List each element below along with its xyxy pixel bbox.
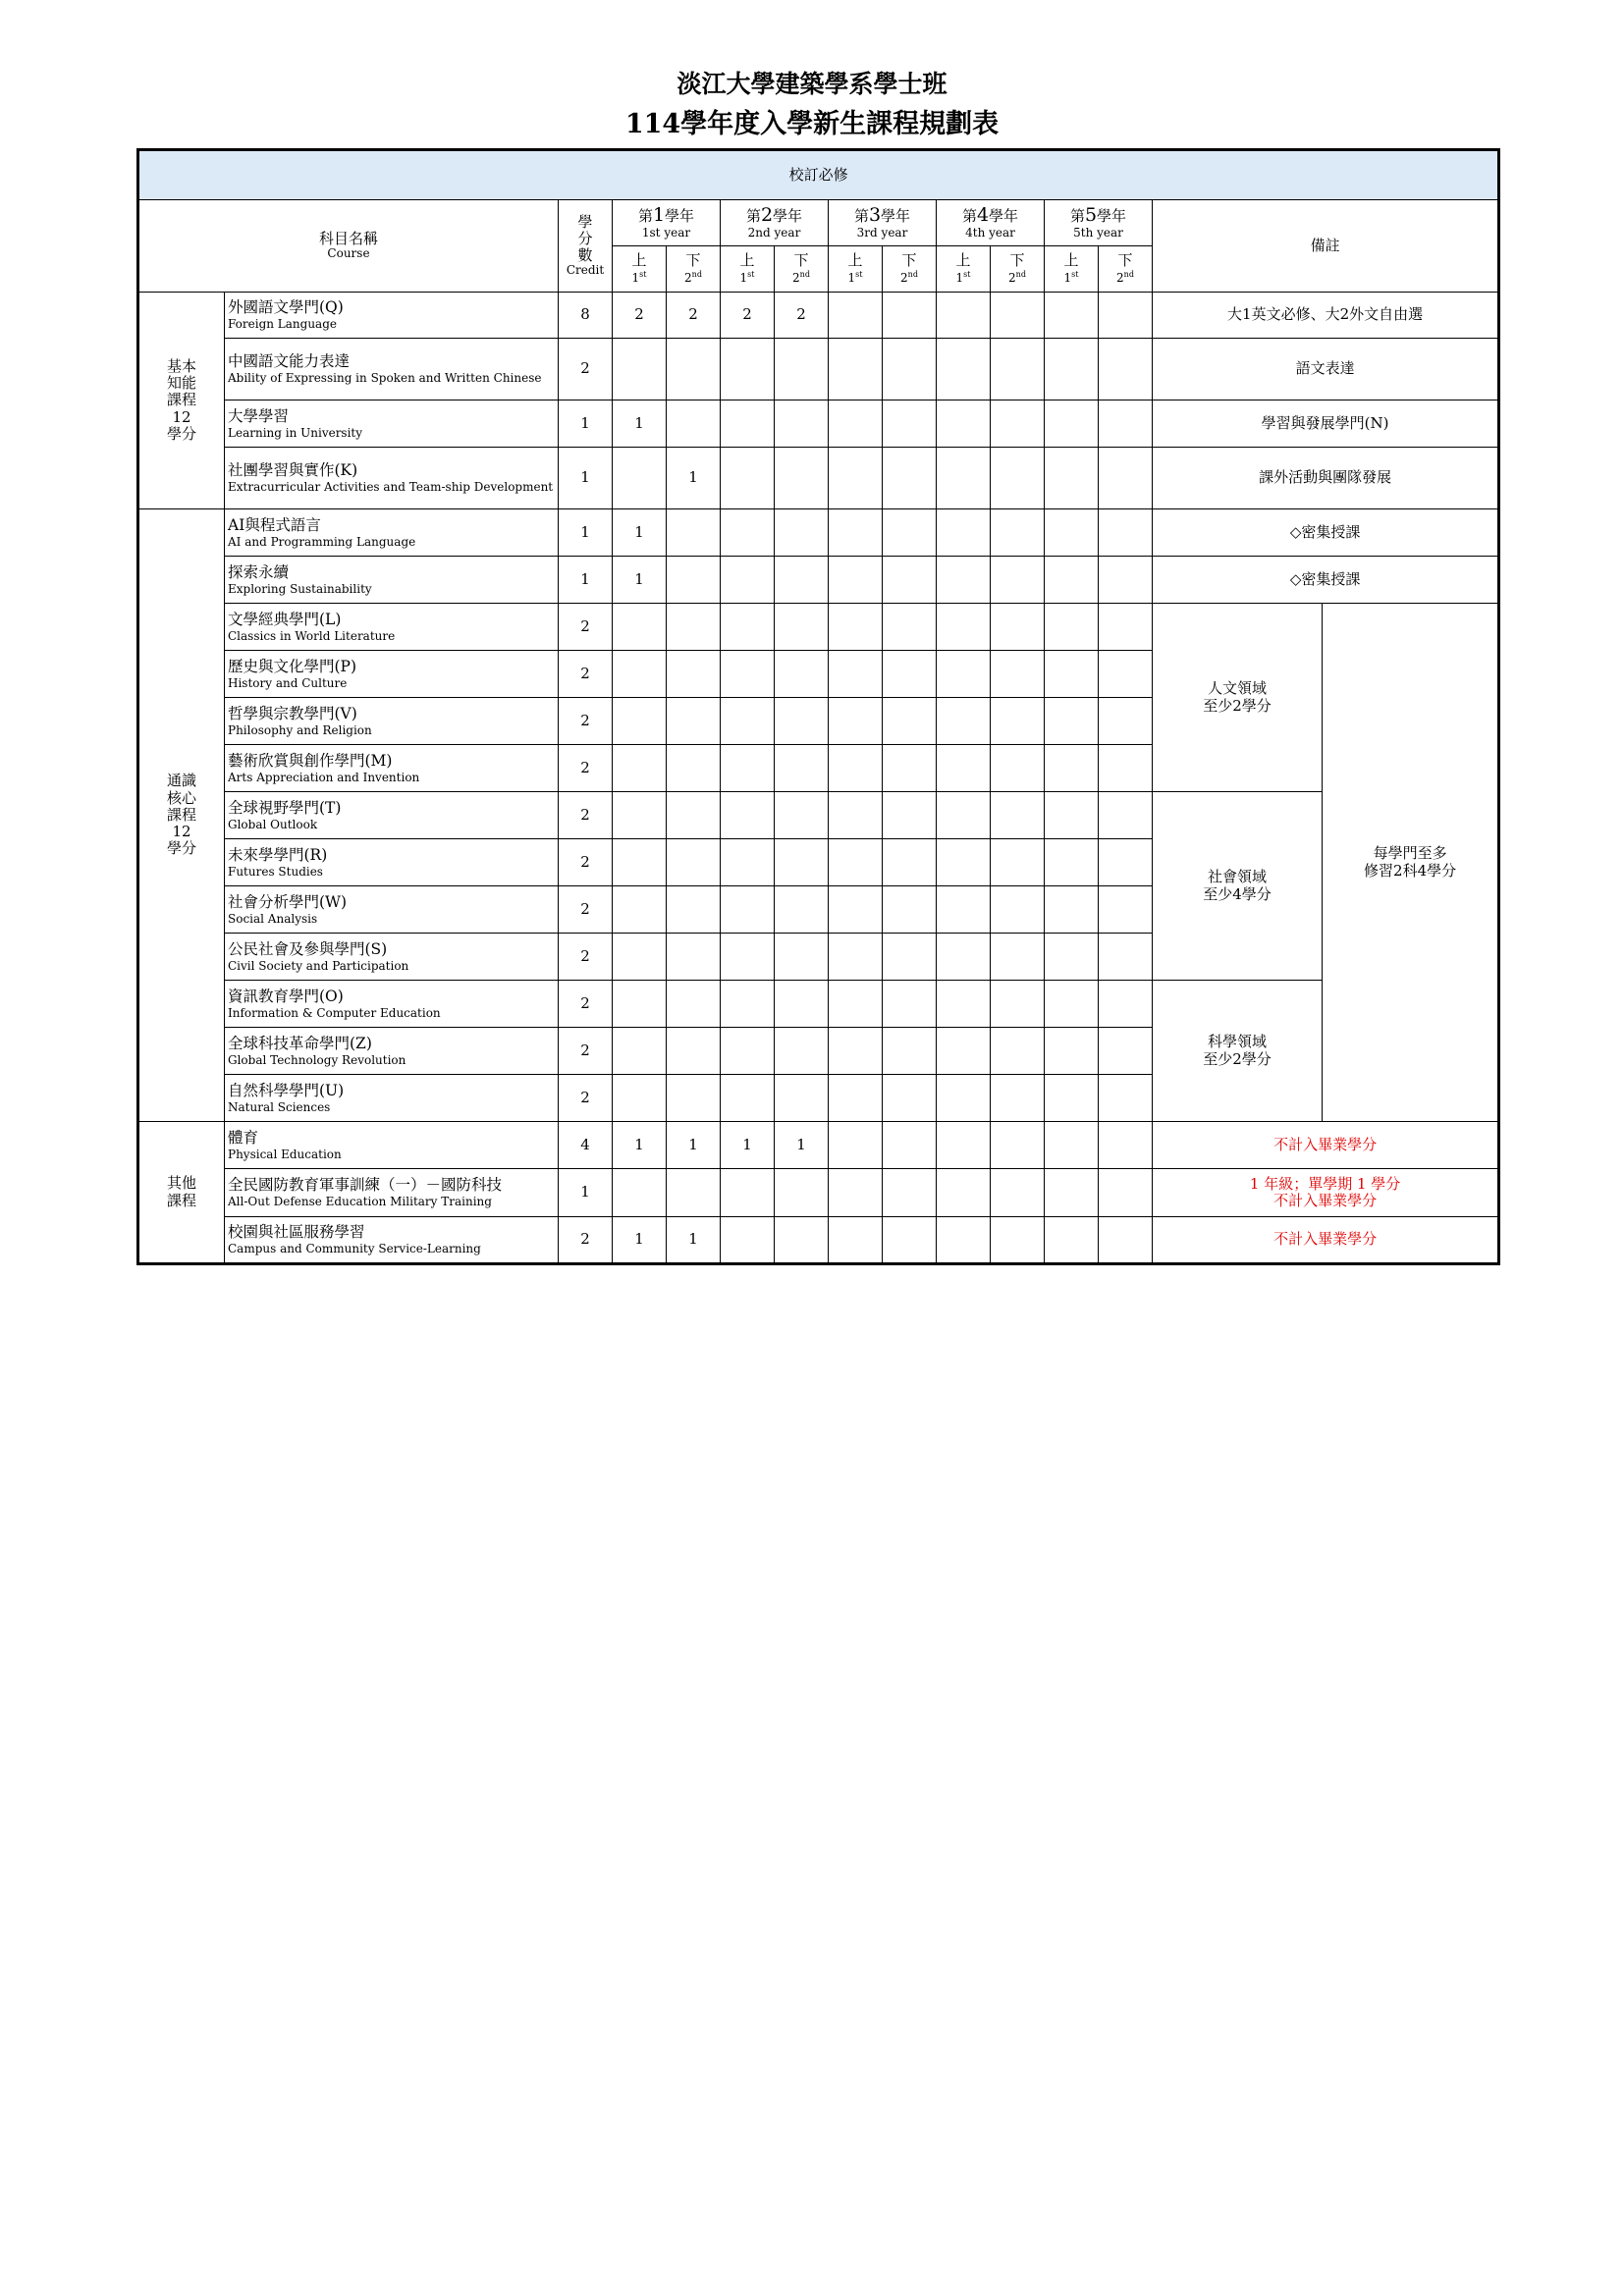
semester-credit — [613, 745, 667, 792]
semester-credit — [937, 1122, 991, 1169]
semester-credit — [667, 651, 721, 698]
table-row — [138, 293, 1499, 339]
semester-credit — [883, 1028, 937, 1075]
course-name: 未來學學門(R) Futures Studies — [225, 839, 559, 886]
semester-credit — [1045, 293, 1099, 339]
semester-credit — [829, 1122, 883, 1169]
semester-credit — [721, 1217, 775, 1264]
semester-credit — [613, 448, 667, 509]
course-name: 大學學習 Learning in University — [225, 400, 559, 448]
semester-credit — [721, 981, 775, 1028]
semester-credit — [883, 745, 937, 792]
course-name: 公民社會及參與學門(S) Civil Society and Participation — [225, 934, 559, 981]
course-credit: 2 — [559, 698, 613, 745]
course-name: 藝術欣賞與創作學門(M) Arts Appreciation and Invention — [225, 745, 559, 792]
semester-credit — [1045, 1217, 1099, 1264]
semester-credit — [667, 792, 721, 839]
table-row — [138, 509, 1499, 557]
semester-credit — [721, 698, 775, 745]
semester-credit — [613, 339, 667, 400]
semester-credit — [883, 339, 937, 400]
semester-credit — [1099, 651, 1153, 698]
semester-credit — [937, 1028, 991, 1075]
semester-credit — [721, 604, 775, 651]
semester-credit — [883, 557, 937, 604]
semester-credit — [1099, 557, 1153, 604]
course-header-zh: 科目名稱 — [318, 229, 378, 247]
semester-credit — [1099, 1169, 1153, 1217]
semester-credit — [1045, 981, 1099, 1028]
semester-credit — [937, 448, 991, 509]
semester-credit — [721, 557, 775, 604]
semester-credit — [937, 745, 991, 792]
semester-credit — [829, 293, 883, 339]
semester-credit — [883, 448, 937, 509]
table-row — [138, 400, 1499, 448]
table-row — [138, 981, 1499, 1028]
semester-credit — [937, 886, 991, 934]
semester-credit: 1 — [613, 1122, 667, 1169]
course-name: 資訊教育學門(O) Information & Computer Education — [225, 981, 559, 1028]
notes-header: 備註 — [1153, 200, 1499, 293]
course-credit: 2 — [559, 792, 613, 839]
semester-credit — [775, 448, 829, 509]
semester-credit — [721, 339, 775, 400]
semester-credit — [883, 1217, 937, 1264]
category-basic-skills: 基本 知能 課程 12 學分 — [138, 293, 225, 509]
semester-credit — [937, 651, 991, 698]
semester-credit — [937, 1169, 991, 1217]
course-credit: 1 — [559, 400, 613, 448]
semester-credit: 2 — [775, 293, 829, 339]
semester-credit — [775, 698, 829, 745]
course-name: 全民國防教育軍事訓練（一）－國防科技 All-Out Defense Education Military Training — [225, 1169, 559, 1217]
semester-credit — [883, 839, 937, 886]
semester-credit — [991, 1217, 1045, 1264]
semester-credit — [1045, 557, 1099, 604]
year-header-2: 第2學年 2nd year — [721, 200, 829, 246]
course-name: 社會分析學門(W) Social Analysis — [225, 886, 559, 934]
course-name: 歷史與文化學門(P) History and Culture — [225, 651, 559, 698]
note-cell: 學習與發展學門(N) — [1153, 400, 1499, 448]
document-title: 淡江大學建築學系學士班 — [677, 70, 947, 98]
semester-credit — [829, 1028, 883, 1075]
semester-credit — [775, 839, 829, 886]
course-credit: 1 — [559, 1169, 613, 1217]
semester-credit — [1099, 400, 1153, 448]
semester-credit — [775, 1028, 829, 1075]
semester-credit — [613, 604, 667, 651]
semester-credit — [721, 792, 775, 839]
semester-credit — [1045, 339, 1099, 400]
semester-credit — [937, 400, 991, 448]
course-name: 文學經典學門(L) Classics in World Literature — [225, 604, 559, 651]
semester-credit — [991, 1122, 1045, 1169]
semester-credit: 2 — [613, 293, 667, 339]
course-credit: 2 — [559, 886, 613, 934]
semester-credit — [613, 1169, 667, 1217]
semester-credit: 1 — [721, 1122, 775, 1169]
semester-header-y4-second: 下 2nd — [991, 246, 1045, 293]
semester-credit — [829, 557, 883, 604]
semester-credit — [991, 400, 1045, 448]
semester-credit — [1099, 1217, 1153, 1264]
semester-credit — [1045, 1169, 1099, 1217]
course-header-en: Course — [327, 246, 370, 261]
semester-credit — [1099, 509, 1153, 557]
semester-credit — [883, 934, 937, 981]
semester-credit — [991, 1028, 1045, 1075]
semester-credit — [883, 886, 937, 934]
semester-credit — [1099, 792, 1153, 839]
course-credit: 8 — [559, 293, 613, 339]
semester-credit — [829, 651, 883, 698]
semester-credit — [829, 981, 883, 1028]
semester-credit — [775, 745, 829, 792]
semester-credit — [991, 448, 1045, 509]
semester-credit — [721, 448, 775, 509]
semester-credit — [667, 557, 721, 604]
semester-credit — [1045, 1075, 1099, 1122]
semester-credit — [829, 886, 883, 934]
note-cell: ◇密集授課 — [1153, 557, 1499, 604]
semester-credit — [883, 1122, 937, 1169]
banner-required: 校訂必修 — [138, 150, 1499, 200]
semester-credit — [721, 651, 775, 698]
course-name: 社團學習與實作(K) Extracurricular Activities and Team-ship Development — [225, 448, 559, 509]
semester-credit — [937, 839, 991, 886]
semester-credit — [991, 886, 1045, 934]
semester-credit — [1045, 1122, 1099, 1169]
semester-credit — [991, 698, 1045, 745]
semester-credit — [829, 745, 883, 792]
course-name: 中國語文能力表達 Ability of Expressing in Spoken and Written Chinese — [225, 339, 559, 400]
note-cell: 大1英文必修、大2外文自由選 — [1153, 293, 1499, 339]
semester-credit — [667, 1075, 721, 1122]
semester-credit — [1099, 886, 1153, 934]
semester-credit — [667, 339, 721, 400]
course-name: 自然科學學門(U) Natural Sciences — [225, 1075, 559, 1122]
semester-credit — [991, 1169, 1045, 1217]
semester-credit — [883, 1075, 937, 1122]
category-general-core: 通識 核心 課程 12 學分 — [138, 509, 225, 1122]
semester-credit — [829, 509, 883, 557]
category-other: 其他 課程 — [138, 1122, 225, 1264]
semester-credit — [991, 745, 1045, 792]
semester-credit — [667, 1169, 721, 1217]
course-name: 探索永續 Exploring Sustainability — [225, 557, 559, 604]
semester-credit — [991, 509, 1045, 557]
semester-credit — [883, 400, 937, 448]
note-military-training: 1 年級；單學期 1 學分 不計入畢業學分 — [1153, 1169, 1499, 1217]
semester-credit — [1045, 651, 1099, 698]
semester-credit — [667, 934, 721, 981]
semester-credit: 1 — [667, 1217, 721, 1264]
course-credit: 2 — [559, 934, 613, 981]
semester-credit — [775, 604, 829, 651]
semester-header-y3-second: 下 2nd — [883, 246, 937, 293]
semester-credit — [1099, 1075, 1153, 1122]
table-row — [138, 604, 1499, 651]
course-credit: 1 — [559, 509, 613, 557]
semester-header-y5-first: 上 1st — [1045, 246, 1099, 293]
year-header-3: 第3學年 3rd year — [829, 200, 937, 246]
course-credit: 1 — [559, 557, 613, 604]
semester-credit: 1 — [775, 1122, 829, 1169]
semester-credit — [775, 981, 829, 1028]
semester-header-y1-second: 下 2nd — [667, 246, 721, 293]
semester-credit — [937, 1217, 991, 1264]
semester-credit — [613, 1028, 667, 1075]
semester-credit — [667, 745, 721, 792]
semester-credit — [1099, 698, 1153, 745]
semester-credit — [883, 604, 937, 651]
table-row — [138, 792, 1499, 839]
semester-credit — [613, 839, 667, 886]
semester-credit — [775, 400, 829, 448]
semester-credit — [883, 509, 937, 557]
semester-credit — [991, 339, 1045, 400]
semester-credit: 1 — [613, 557, 667, 604]
course-name: 體育 Physical Education — [225, 1122, 559, 1169]
credit-header: 學 分 數 Credit — [559, 200, 613, 293]
course-credit: 2 — [559, 1028, 613, 1075]
year-header-1: 第1學年 1st year — [613, 200, 721, 246]
semester-credit — [1099, 745, 1153, 792]
semester-credit — [721, 934, 775, 981]
course-header — [138, 200, 559, 293]
semester-credit — [721, 1028, 775, 1075]
semester-credit — [721, 400, 775, 448]
semester-credit — [1045, 400, 1099, 448]
semester-credit — [667, 509, 721, 557]
note-per-field-limit: 每學門至多 修習2科4學分 — [1323, 604, 1499, 1122]
semester-credit: 1 — [667, 448, 721, 509]
semester-credit — [1045, 698, 1099, 745]
semester-credit — [775, 934, 829, 981]
course-credit: 2 — [559, 745, 613, 792]
semester-credit — [829, 792, 883, 839]
course-credit: 4 — [559, 1122, 613, 1169]
course-credit: 2 — [559, 339, 613, 400]
semester-credit — [937, 1075, 991, 1122]
course-plan-table — [136, 148, 1500, 1265]
semester-credit — [829, 934, 883, 981]
semester-credit — [1045, 1028, 1099, 1075]
semester-header-y3-first: 上 1st — [829, 246, 883, 293]
semester-credit — [991, 293, 1045, 339]
semester-credit — [937, 557, 991, 604]
note-science-domain: 科學領域 至少2學分 — [1153, 981, 1323, 1122]
year-header-5: 第5學年 5th year — [1045, 200, 1153, 246]
semester-credit — [1045, 792, 1099, 839]
table-row — [138, 448, 1499, 509]
semester-credit — [1045, 839, 1099, 886]
semester-credit — [883, 1169, 937, 1217]
semester-credit — [829, 339, 883, 400]
note-social-domain: 社會領域 至少4學分 — [1153, 792, 1323, 981]
course-name: 外國語文學門(Q) Foreign Language — [225, 293, 559, 339]
semester-credit — [829, 839, 883, 886]
course-name: 全球科技革命學門(Z) Global Technology Revolution — [225, 1028, 559, 1075]
note-cell: 語文表達 — [1153, 339, 1499, 400]
table-row — [138, 339, 1499, 400]
course-credit: 2 — [559, 839, 613, 886]
semester-credit — [1045, 745, 1099, 792]
table-row — [138, 1169, 1499, 1217]
semester-credit — [775, 1217, 829, 1264]
semester-credit — [829, 1169, 883, 1217]
semester-credit — [721, 839, 775, 886]
semester-credit — [613, 886, 667, 934]
semester-credit — [883, 698, 937, 745]
semester-credit — [829, 400, 883, 448]
semester-credit — [937, 934, 991, 981]
semester-credit — [991, 1075, 1045, 1122]
semester-credit — [1099, 604, 1153, 651]
semester-credit — [883, 293, 937, 339]
course-credit: 1 — [559, 448, 613, 509]
course-credit: 2 — [559, 604, 613, 651]
semester-credit — [613, 651, 667, 698]
semester-credit — [775, 1169, 829, 1217]
note-cell: ◇密集授課 — [1153, 509, 1499, 557]
semester-credit: 2 — [721, 293, 775, 339]
table-row — [138, 557, 1499, 604]
semester-header-y5-second: 下 2nd — [1099, 246, 1153, 293]
semester-credit — [1099, 339, 1153, 400]
semester-credit — [991, 557, 1045, 604]
semester-credit — [1099, 1028, 1153, 1075]
semester-credit — [1099, 293, 1153, 339]
semester-credit — [667, 886, 721, 934]
semester-credit: 1 — [667, 1122, 721, 1169]
semester-credit — [937, 339, 991, 400]
semester-credit — [829, 604, 883, 651]
semester-credit — [1045, 604, 1099, 651]
semester-credit — [775, 557, 829, 604]
semester-credit — [1045, 509, 1099, 557]
semester-credit — [1099, 1122, 1153, 1169]
semester-credit — [937, 981, 991, 1028]
note-humanities-domain: 人文領域 至少2學分 — [1153, 604, 1323, 792]
semester-credit — [937, 604, 991, 651]
semester-credit — [829, 448, 883, 509]
semester-credit: 1 — [613, 400, 667, 448]
semester-credit — [883, 981, 937, 1028]
course-credit: 2 — [559, 1075, 613, 1122]
semester-credit — [721, 886, 775, 934]
semester-credit — [667, 400, 721, 448]
table-row — [138, 1122, 1499, 1169]
course-credit: 2 — [559, 981, 613, 1028]
semester-credit — [1045, 934, 1099, 981]
semester-credit — [667, 604, 721, 651]
semester-credit — [1045, 886, 1099, 934]
course-name: 全球視野學門(T) Global Outlook — [225, 792, 559, 839]
semester-credit — [937, 293, 991, 339]
note-cell: 課外活動與團隊發展 — [1153, 448, 1499, 509]
course-credit: 2 — [559, 651, 613, 698]
semester-credit: 1 — [613, 1217, 667, 1264]
header-row-years — [138, 200, 1499, 246]
semester-header-y2-second: 下 2nd — [775, 246, 829, 293]
semester-credit — [775, 886, 829, 934]
course-name: AI與程式語言 AI and Programming Language — [225, 509, 559, 557]
semester-credit — [829, 1075, 883, 1122]
semester-credit — [829, 1217, 883, 1264]
semester-credit — [775, 1075, 829, 1122]
semester-credit — [613, 698, 667, 745]
semester-credit — [667, 839, 721, 886]
semester-credit — [991, 792, 1045, 839]
semester-credit — [991, 839, 1045, 886]
semester-credit — [1099, 981, 1153, 1028]
semester-credit — [613, 934, 667, 981]
semester-credit — [1099, 448, 1153, 509]
semester-credit — [613, 1075, 667, 1122]
semester-credit — [721, 509, 775, 557]
semester-credit — [667, 698, 721, 745]
semester-credit — [1099, 839, 1153, 886]
semester-credit — [883, 792, 937, 839]
document-subtitle: 114學年度入學新生課程規劃表 — [624, 109, 1000, 139]
year-header-4: 第4學年 4th year — [937, 200, 1045, 246]
semester-credit: 1 — [613, 509, 667, 557]
semester-credit: 2 — [667, 293, 721, 339]
semester-credit — [613, 981, 667, 1028]
semester-header-y4-first: 上 1st — [937, 246, 991, 293]
semester-credit — [1045, 448, 1099, 509]
semester-credit — [991, 604, 1045, 651]
semester-header-y1-first: 上 1st — [613, 246, 667, 293]
semester-credit — [775, 339, 829, 400]
note-not-counted: 不計入畢業學分 — [1153, 1217, 1499, 1264]
semester-credit — [937, 698, 991, 745]
semester-header-y2-first: 上 1st — [721, 246, 775, 293]
semester-credit — [721, 1075, 775, 1122]
semester-credit — [937, 792, 991, 839]
semester-credit — [667, 1028, 721, 1075]
semester-credit — [937, 509, 991, 557]
table-row — [138, 1217, 1499, 1264]
semester-credit — [1099, 934, 1153, 981]
note-not-counted: 不計入畢業學分 — [1153, 1122, 1499, 1169]
semester-credit — [991, 981, 1045, 1028]
semester-credit — [667, 981, 721, 1028]
semester-credit — [829, 698, 883, 745]
course-name: 校園與社區服務學習 Campus and Community Service-Learning — [225, 1217, 559, 1264]
semester-credit — [991, 651, 1045, 698]
banner-row — [138, 150, 1499, 200]
semester-credit — [775, 509, 829, 557]
course-credit: 2 — [559, 1217, 613, 1264]
semester-credit — [613, 792, 667, 839]
semester-credit — [991, 934, 1045, 981]
semester-credit — [775, 651, 829, 698]
semester-credit — [883, 651, 937, 698]
semester-credit — [721, 745, 775, 792]
course-name: 哲學與宗教學門(V) Philosophy and Religion — [225, 698, 559, 745]
semester-credit — [721, 1169, 775, 1217]
semester-credit — [775, 792, 829, 839]
